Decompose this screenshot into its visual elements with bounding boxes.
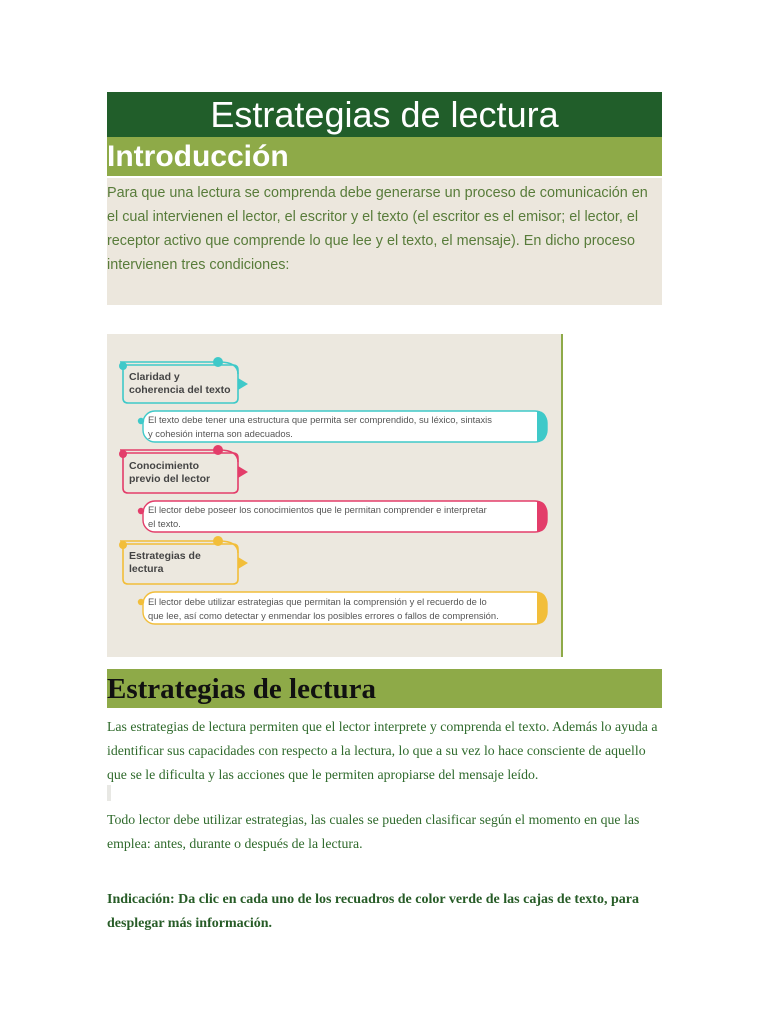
- page-title: Estrategias de lectura: [107, 92, 662, 137]
- section-heading: Estrategias de lectura: [107, 669, 662, 708]
- condition-heading-line2: previo del lector: [129, 473, 211, 485]
- instruction-text: Indicación: Da clic en cada uno de los recuadros de color verde de las cajas de texto, para desplegar más información.: [107, 892, 639, 931]
- desc-end-cap: [537, 501, 547, 532]
- bullet-dot: [213, 445, 223, 455]
- bullet-dot: [119, 450, 127, 458]
- condition-heading-line1: Conocimiento: [129, 460, 199, 472]
- arrow-right-icon: [238, 378, 248, 390]
- text-cursor-marker: [107, 785, 111, 801]
- intro-heading: Introducción: [107, 137, 662, 176]
- bullet-dot: [213, 536, 223, 546]
- bullet-dot: [138, 508, 144, 514]
- condition-heading-line1: Estrategias de: [129, 550, 201, 562]
- condition-desc-line2: que lee, así como detectar y enmendar los posibles errores o fallos de comprensión.: [148, 610, 499, 621]
- condition-desc-line1: El lector debe poseer los conocimientos que le permitan comprender e interpretar: [148, 504, 487, 515]
- bullet-dot: [119, 541, 127, 549]
- condition-heading-line1: Claridad y: [129, 371, 180, 383]
- condition-desc-line1: El texto debe tener una estructura que permita ser comprendido, su léxico, sintaxis: [148, 414, 492, 425]
- arrow-right-icon: [238, 557, 248, 569]
- condition-estrategias[interactable]: [119, 536, 547, 624]
- conditions-diagram: [107, 334, 563, 657]
- condition-heading-line2: lectura: [129, 563, 164, 575]
- section-paragraph-2: Todo lector debe utilizar estrategias, las cuales se pueden clasificar según el momento en que las emplea: antes, durante o después de la lectura.: [107, 812, 640, 851]
- condition-desc-line2: el texto.: [148, 518, 181, 529]
- condition-claridad[interactable]: [119, 357, 547, 442]
- condition-desc-line1: El lector debe utilizar estrategias que permitan la comprensión y el recuerdo de lo: [148, 596, 487, 607]
- bullet-dot: [138, 599, 144, 605]
- section-paragraph-1: Las estrategias de lectura permiten que el lector interprete y comprenda el texto. Además lo ayuda a identificar sus capacidades con respecto a la lectura, lo que a su vez lo hace consciente de aquello que se le dificulta y las acciones que le permiten apropiarse del mensaje leído.: [107, 719, 658, 782]
- condition-desc-line2: y cohesión interna son adecuados.: [148, 428, 293, 439]
- desc-end-cap: [537, 592, 547, 624]
- intro-box: [107, 178, 662, 305]
- bullet-dot: [213, 357, 223, 367]
- condition-heading-line2: coherencia del texto: [129, 384, 231, 396]
- intro-text: Para que una lectura se comprenda debe generarse un proceso de comunicación en el cual intervienen el lector, el escritor y el texto (el escritor es el emisor; el lector, el receptor activo que comprende lo que lee y el texto, el mensaje). En dicho proceso intervienen tres condiciones:: [107, 185, 648, 273]
- bullet-dot: [138, 418, 144, 424]
- conditions-diagram-svg: [107, 334, 561, 657]
- desc-end-cap: [537, 411, 547, 442]
- condition-conocimiento[interactable]: [119, 445, 547, 532]
- arrow-right-icon: [238, 466, 248, 478]
- bullet-dot: [119, 362, 127, 370]
